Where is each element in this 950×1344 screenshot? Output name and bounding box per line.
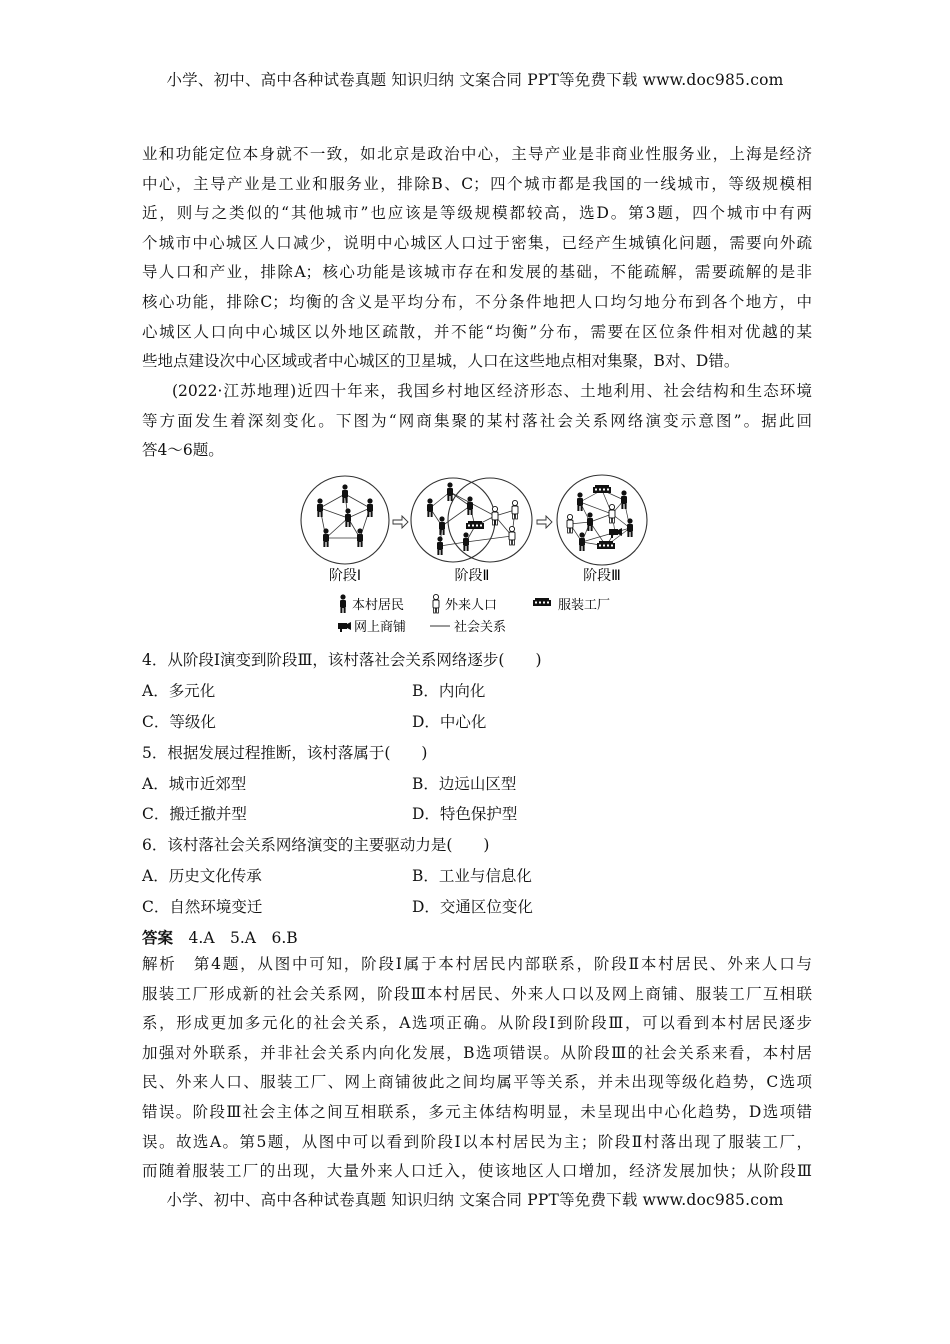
text-line: 些地点建设次中心区域或者中心城区的卫星城，人口在这些地点相对集聚，B对、D错。	[142, 352, 740, 371]
question-6-option: D．交通区位变化	[412, 898, 533, 916]
question-5-option: A．城市近郊型	[142, 775, 247, 793]
analysis-paragraph	[142, 950, 812, 1187]
context-paragraph	[172, 377, 812, 407]
shop-icon	[338, 622, 351, 632]
question-4-option: A．多元化	[142, 682, 216, 700]
context-paragraph-cont	[142, 407, 812, 466]
question-6-option: C．自然环境变迁	[142, 898, 263, 916]
text-line: 核心功能，排除C；均衡的含义是平均分布，不分条件地把人口均匀地分布到各个地方，中	[142, 292, 812, 311]
text-line: 业和功能定位本身就不一致，如北京是政治中心，主导产业是非商业性服务业，上海是经济	[142, 145, 812, 163]
question-5-option: B．边远山区型	[412, 775, 517, 793]
legend-relation: 社会关系	[454, 620, 507, 635]
text-line: 加强对外联系，并非社会关系内向化发展，B选项错误。从阶段Ⅲ的社会关系来看，本村居	[142, 1043, 812, 1062]
resident-icon	[340, 594, 346, 613]
arrow-icon	[393, 516, 408, 528]
text-line: 而随着服装工厂的出现，大量外来人口迁入，使该地区人口增加，经济发展加快；从阶段Ⅲ	[142, 1162, 812, 1181]
stage-label: 阶段Ⅲ	[583, 568, 621, 584]
stage-label: 阶段Ⅰ	[328, 568, 362, 584]
text-line: 民、外来人口、服装工厂、网上商铺彼此之间均属平等关系，并未出现等级化趋势，C选项	[142, 1073, 812, 1092]
text-line: (2022·江苏地理)近四十年来，我国乡村地区经济形态、土地利用、社会结构和生态环境	[172, 382, 812, 400]
text-line: 个城市中心城区人口减少，说明中心城区人口过于密集，已经产生城镇化问题，需要向外疏	[142, 233, 812, 252]
question-4-option: B．内向化	[412, 682, 486, 700]
stage-2-network	[411, 478, 532, 562]
question-6-option: B．工业与信息化	[412, 867, 532, 885]
question-5-stem: 5．根据发展过程推断，该村落属于( )	[142, 744, 428, 762]
text-line: 系，形成更加多元化的社会关系，A选项正确。从阶段Ⅰ到阶段Ⅲ，可以看到本村居民逐步	[142, 1014, 812, 1033]
social-network-diagram	[290, 466, 660, 638]
question-5-option: C．搬迁撤并型	[142, 805, 247, 823]
text-line: 等方面发生着深刻变化。下图为“网商集聚的某村落社会关系网络演变示意图”。据此回	[142, 411, 812, 430]
text-line: 错误。阶段Ⅲ社会主体之间互相联系，多元主体结构明显，未呈现出中心化趋势，D选项错	[142, 1102, 812, 1121]
text-line: 心城区人口向中心城区以外地区疏散，并不能“均衡”分布，需要在区位条件相对优越的某	[142, 322, 812, 341]
intro-paragraph	[142, 140, 812, 377]
text-line: 导人口和产业，排除A；核心功能是该城市存在和发展的基础，不能疏解，需要疏解的是非	[142, 263, 812, 282]
stage-3-network	[557, 475, 647, 565]
text-line: 答4～6题。	[142, 441, 224, 460]
answer-label: 答案	[142, 928, 174, 947]
factory-icon	[533, 598, 551, 606]
legend-resident: 本村居民	[352, 598, 405, 613]
legend-factory: 服装工厂	[558, 598, 611, 613]
question-4-option: C．等级化	[142, 713, 216, 731]
legend	[338, 594, 610, 635]
stage-1-network	[301, 476, 389, 564]
legend-online-shop: 网上商铺	[354, 620, 407, 635]
answer-line	[142, 926, 298, 948]
arrow-icon	[537, 516, 552, 528]
question-5-option: D．特色保护型	[412, 805, 518, 823]
text-line: 近，则与之类似的“其他城市”也应该是等级规模都较高，选D。第3题，四个城市中有两	[142, 204, 812, 223]
text-line: 中心，主导产业是工业和服务业，排除B、C；四个城市都是我国的一线城市，等级规模相	[142, 174, 812, 193]
question-4-stem: 4．从阶段Ⅰ演变到阶段Ⅲ，该村落社会关系网络逐步( )	[142, 651, 542, 669]
stage-label: 阶段Ⅱ	[454, 568, 490, 584]
page-footer: 小学、初中、高中各种试卷真题 知识归纳 文案合同 PPT等免费下载 www.doc985.com	[166, 1191, 784, 1209]
page-header: 小学、初中、高中各种试卷真题 知识归纳 文案合同 PPT等免费下载 www.doc985.com	[166, 71, 784, 89]
migrant-icon	[433, 594, 439, 613]
question-4-option: D．中心化	[412, 713, 487, 731]
text-line: 误。故选A。第5题，从图中可以看到阶段Ⅰ以本村居民为主；阶段Ⅱ村落出现了服装工厂，	[142, 1132, 812, 1151]
legend-migrant: 外来人口	[445, 598, 498, 613]
question-6-stem: 6．该村落社会关系网络演变的主要驱动力是( )	[142, 836, 490, 854]
text-line: 服装工厂形成新的社会关系网，阶段Ⅲ本村居民、外来人口以及网上商铺、服装工厂互相联	[142, 984, 812, 1003]
question-6-option: A．历史文化传承	[142, 867, 262, 885]
text-line: 解析 第4题，从图中可知，阶段Ⅰ属于本村居民内部联系，阶段Ⅱ本村居民、外来人口与	[142, 955, 812, 973]
answer-values: 4.A 5.A 6.B	[188, 929, 298, 947]
